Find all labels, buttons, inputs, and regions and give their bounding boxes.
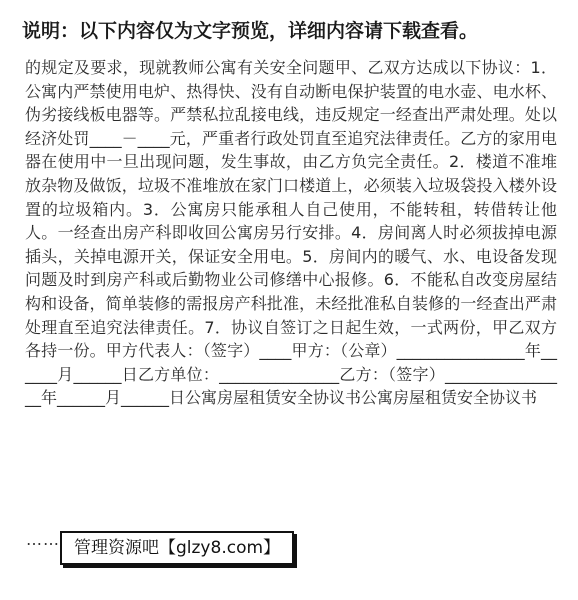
- document-body: [25, 56, 557, 410]
- preview-notice: 说明：以下内容仅为文字预览，详细内容请下载查看。: [22, 20, 479, 42]
- source-watermark: 管理资源吧【glzy8.com】: [60, 531, 294, 565]
- agreement-text: 的规定及要求，现就教师公寓有关安全问题甲、乙双方达成以下协议：1．公寓内严禁使用电炉、热得快、没有自动断电保护装置的电水壶、电水杯、伪劣接线板电器等。严禁私拉乱接电线，违反规定一经查出严肃处理。处以经济处罚____－____元，严重者行政处罚直至追究法律责任。乙方的家用电器在使用中一旦出现问题，发生事故，由乙方负完全责任。2．楼道不准堆放杂物及做饭，垃圾不准堆放在家门口楼道上，必须装入垃圾袋投入楼外设置的垃圾箱内。3．公寓房只能承租人自己使用，不能转租，转借转让他人。一经查出房产科即收回公寓房另行安排。4．房间离人时必须拔掉电源插头，关掉电源开关，保证安全用电。5．房间内的暖气、水、电设备发现问题及时到房产科或后勤物业公司修缮中心报修。6．不能私自改变房屋结构和设备，简单装修的需报房产科批准，未经批准私自装修的一经查出严肃处理直至追究法律责任。7．协议自签订之日起生效，一式两份，甲乙双方各持一份。甲方代表人：（签字）____甲方：（公章）________________年______月______日乙方单位：_______________乙方：（签字）________________年______月______日公寓房屋租赁安全协议书公寓房屋租赁安全协议书: [25, 58, 557, 408]
- truncation-ellipsis: ……: [26, 530, 60, 549]
